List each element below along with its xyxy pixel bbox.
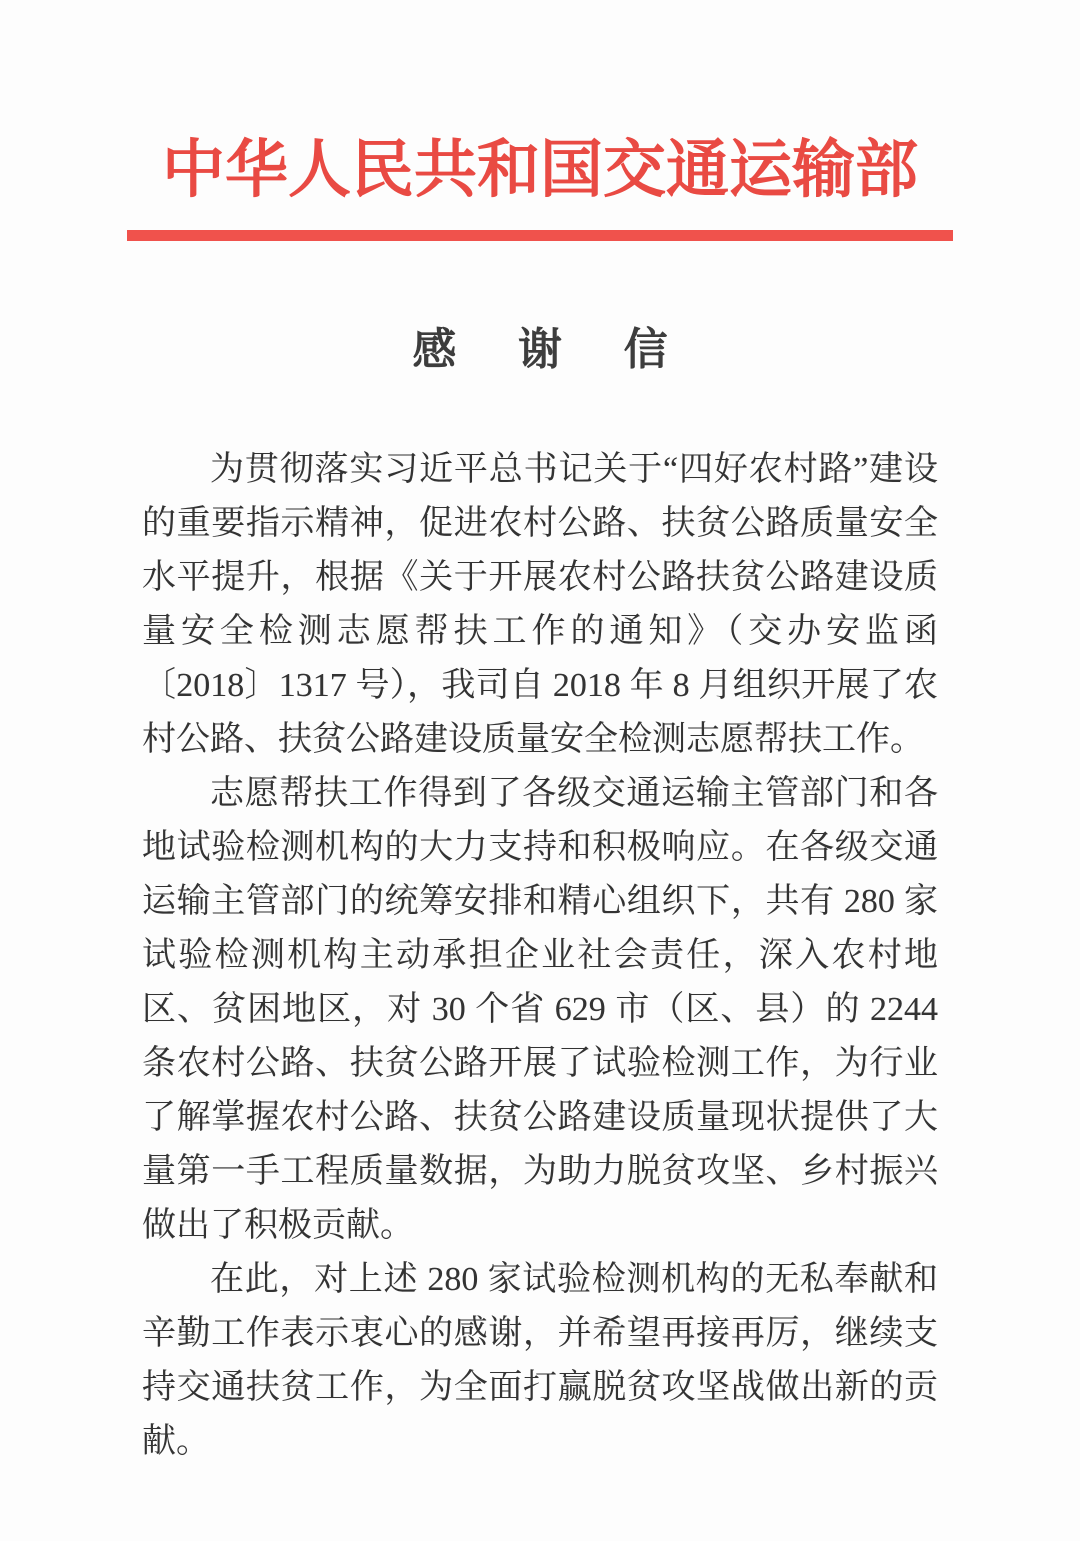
letterhead-divider: [127, 230, 953, 241]
letter-title: 感谢信: [412, 325, 730, 374]
paragraph: 为贯彻落实习近平总书记关于“四好农村路”建设的重要指示精神，促进农村公路、扶贫公路质量安全水平提升，根据《关于开展农村公路扶贫公路建设质量安全检测志愿帮扶工作的通知》（交办安监函〔2018〕1317 号），我司自 2018 年 8 月组织开展了农村公路、扶贫公路建设质量安全检测志愿帮扶工作。: [142, 451, 938, 758]
letterhead: [0, 126, 1080, 241]
org-name: 中华人民共和国交通运输部: [162, 135, 918, 205]
paragraph: 在此，对上述 280 家试验检测机构的无私奉献和辛勤工作表示衷心的感谢，并希望再接再厉，继续支持交通扶贫工作，为全面打赢脱贫攻坚战做出新的贡献。: [142, 1261, 938, 1460]
paragraph: 志愿帮扶工作得到了各级交通运输主管部门和各地试验检测机构的大力支持和积极响应。在各级交通运输主管部门的统筹安排和精心组织下，共有 280 家试验检测机构主动承担企业社会责任，深入农村地区、贫困地区，对 30 个省 629 市（区、县）的 2244 条农村公路、扶贫公路开展了试验检测工作，为行业了解掌握农村公路、扶贫公路建设质量现状提供了大量第一手工程质量数据，为助力脱贫攻坚、乡村振兴做出了积极贡献。: [142, 775, 938, 1244]
letter-body: [142, 443, 938, 1469]
